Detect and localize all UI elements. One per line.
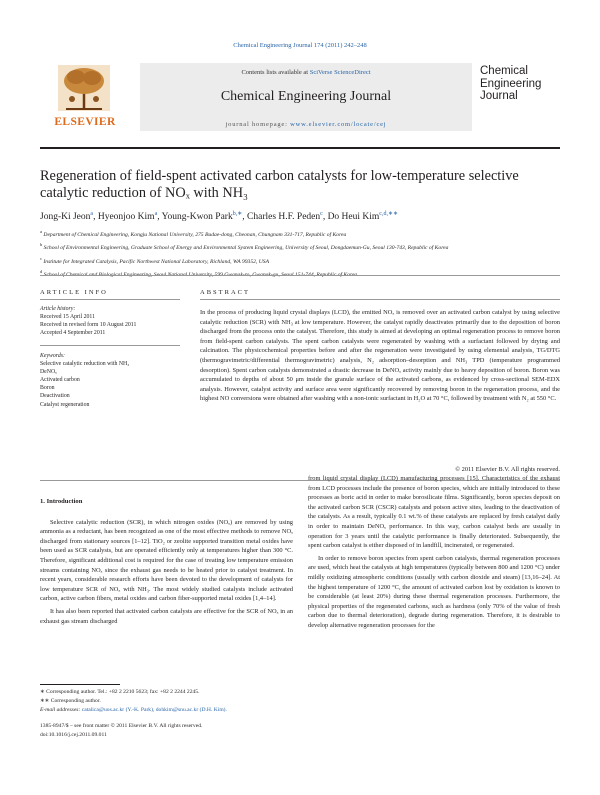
- cover-line-1: Chemical: [480, 65, 528, 77]
- affiliation-list: [40, 227, 560, 280]
- masthead-divider: [40, 147, 560, 149]
- keyword-item: Selective catalytic reduction with NH₃: [40, 361, 130, 368]
- keywords-heading: Keywords:: [40, 353, 65, 359]
- corresponding-author-note: ∗ Corresponding author. Tel.: +82 2 2210 5623; fax: +82 2 2244 2245.: [40, 689, 200, 695]
- keyword-item: Boron: [40, 385, 55, 392]
- doi-link[interactable]: doi:10.1016/j.cej.2011.09.011: [40, 732, 107, 738]
- contents-line: [140, 69, 472, 76]
- cover-line-3: Journal: [480, 90, 518, 102]
- affiliation-item: $^a$ Department of Chemical Engineering, Kongju National University, 275 Budae-dong, Cheonan, Chungnam 331-717, Republic of Korea: [40, 229, 347, 238]
- keyword-item: Catalyst regeneration: [40, 401, 90, 408]
- history-item: Received 15 April 2011: [40, 314, 96, 320]
- author-affil-marker[interactable]: c: [320, 211, 323, 217]
- homepage-link[interactable]: www.elsevier.com/locate/cej: [290, 121, 387, 128]
- footnote-rule: [40, 684, 120, 685]
- contents-prefix: Contents lists available at: [241, 69, 309, 76]
- journal-name: Chemical Engineering Journal: [220, 89, 392, 104]
- affiliation-item: $^b$ School of Environmental Engineering, Graduate School of Energy and Environmental System Engineering, University of Seoul, Dongdaemun-Gu, Seoul 130-743, Republic of Korea: [40, 242, 449, 252]
- author-name: Jong-Ki Jeon: [40, 212, 91, 223]
- affiliation-item: d: [40, 268, 43, 274]
- body-paragraph: It has also been reported that activated carbon catalysts are effective for the SCR of NOₓ in an exhaust gas stream discharged: [40, 607, 293, 625]
- article-info-rule: [40, 299, 180, 300]
- email-addresses: [40, 706, 293, 715]
- article-info-heading: ARTICLE INFO: [40, 289, 108, 296]
- history-heading: Article history:: [40, 306, 76, 312]
- keyword-item: DeNOₓ: [40, 369, 57, 376]
- history-item: Received in revised form 10 August 2011: [40, 322, 137, 328]
- author-name: Do Heui Kim: [327, 212, 380, 223]
- corresponding-author-note-2: ∗∗ Corresponding author.: [40, 698, 101, 704]
- history-item: Accepted 4 September 2011: [40, 330, 106, 336]
- homepage-prefix: journal homepage:: [225, 121, 288, 128]
- abstract-text: In the process of producing liquid crystal displays (LCD), the emitted NOₓ is removed over an activated carbon catalyst by using selective catalytic reduction (SCR) with NH₃ at low temperature. However, the catalyst rapidly deactivates primarily due to the deposition of boron discharged from the process onto the catalyst. Therefore, this study is aimed at developing an optimal regeneration process to remove boron from field-spent carbon catalysts. The spent carbon catalysts were regenerated by washing with a surfactant followed by drying and calcination. The physicochemical properties before and after the regeneration were investigated by using elemental analysis, TG/DTG (thermogravimetric/differential thermogravimetric) analysis, N₂ adsorption–desorption and NH₃ TPD (temperature programmed desorption). Spent carbon catalysts demonstrated a drastic decrease in DeNOₓ activity mainly due to heavy deposition of boron. Boron was accumulated to depths of about 50 μm inside the granule surface of the activated carbons, as evidenced by cross-sectional SEM-EDX analysis. However, catalyst activity and surface area were significantly recovered by removing boron in the regeneration process, and the highest NO conversions were obtained after washing with a non-ionic surfactant in H₂O at 70 °C, followed by treatment with N₂ at 550 °C.: [200, 309, 560, 403]
- article-history: [40, 305, 180, 337]
- abstract-rule: [200, 299, 560, 300]
- copyright-notice: © 2011 Elsevier B.V. All rights reserved.: [455, 466, 560, 473]
- masthead-banner: [140, 63, 472, 131]
- abstract-heading: ABSTRACT: [200, 289, 250, 296]
- issn-line: 1385-8947/$ – see front matter © 2011 Elsevier B.V. All rights reserved.: [40, 723, 203, 729]
- keywords-block: [40, 352, 180, 409]
- author-name: Hyeonjoo Kim: [97, 212, 155, 223]
- body-paragraph: from liquid crystal display (LCD) manufacturing processes [15]. Characteristics of the exhaust from LCD processes include the presence of boron species, which are initially introduced to these processes as boric acid in order to make borosilicate films. Significantly, boron species deposit on the activated carbon SCR (CSCR) catalysts and poison active sites, leading to the deactivation of the catalysts. As a result, typically 0.1 wt.% of these catalysts are replaced by fresh catalyst daily in order to maintain DeNOₓ performance. In this way, carbon catalyst beds are usually in operation for 3 years until the catalytic performance is finally deteriorated. Subsequently, the spent carbon catalyst is either disposed of in landfill, incinerated, or regenerated.: [308, 475, 560, 550]
- journal-cover-wordmark: [480, 65, 560, 131]
- elsevier-tree-icon: [58, 65, 110, 111]
- keyword-item: Activated carbon: [40, 377, 80, 384]
- email-links[interactable]: catalica@uos.ac.kr (Y.-K. Park), dohkim@snu.ac.kr (D.H. Kim).: [81, 707, 227, 713]
- affiliation-item: $^c$ Institute for Integrated Catalysis, Pacific Northwest National Laboratory, Richland, WA 99352, USA: [40, 255, 269, 265]
- cover-line-2: Engineering: [480, 77, 542, 90]
- author-affil-marker[interactable]: b,∗: [232, 211, 243, 217]
- author-list: Jong-Ki Jeon$^a$, Hyeonjoo Kim$^a$, Young-Kwon Park$^{b,∗}$, Charles H.F. Peden$^c$, Do Heui Kim$^{c,d,∗∗}$: [40, 211, 398, 223]
- body-paragraph: Selective catalytic reduction (SCR), in which nitrogen oxides (NOₓ) are removed by using ammonia as a reductant, has been recognized as one of the most effective methods to remove NOₓ discharged from stationary sources [1–12]. TiO₂ or zeolite supported transition metal oxides have been used as SCR catalysts, but are operated efficiently only at temperatures higher than 300 °C. Therefore, significant additional cost is required for the case of treating low temperature emission streams containing NOₓ since the exhaust gas needs to be heated prior to catalyst treatment. In recent years, considerable research efforts have been devoted to the development of catalysts for low temperature SCR of NOₓ with NH₃. The most widely studied catalysts include activated carbon, active carbon fibers, metal oxides and carbon fiber-supported metal oxides [1,4–14].: [40, 518, 293, 603]
- email-prefix: E-mail addresses:: [40, 707, 81, 713]
- body-paragraph: In order to remove boron species from spent carbon catalysts, thermal regeneration processes are used, which heat the catalysts at high temperatures (typically between 800 and 1200 °C) under mildly oxidizing atmospheric conditions (usually with carbon dioxide and steam) [13,16–24]. At the highest temperature of 1200 °C, the amount of activated carbon lost by oxidation is known to be considerable (at least 20%) during these thermal regeneration processes. Furthermore, the physical properties of the regenerated carbons, such as hardness (only 70% of the value of fresh carbon due to thermal deterioration), degrade during regeneration. Therefore, it is desirable to develop alternative regeneration processes for the: [308, 554, 560, 629]
- article-title: Regeneration of field-spent activated carbon catalysts for low-temperature selective catalytic reduction of NOₓ with NH₃: [40, 168, 519, 201]
- journal-masthead: [40, 63, 560, 140]
- elsevier-logo[interactable]: [40, 65, 130, 133]
- author-affil-marker[interactable]: a: [90, 211, 94, 217]
- sciencedirect-link[interactable]: SciVerse ScienceDirect: [309, 69, 371, 76]
- section-heading-introduction: 1. Introduction: [40, 498, 83, 505]
- journal-citation[interactable]: Chemical Engineering Journal 174 (2011) 242–248: [233, 42, 367, 49]
- keyword-item: Deactivation: [40, 393, 70, 400]
- elsevier-wordmark: ELSEVIER: [54, 116, 116, 128]
- author-name: Young-Kwon Park: [161, 212, 233, 223]
- history-divider: [40, 345, 180, 346]
- author-affil-marker[interactable]: a: [154, 211, 158, 217]
- author-name: Charles H.F. Peden: [247, 212, 321, 223]
- author-affil-marker[interactable]: c,d,∗∗: [379, 211, 398, 217]
- homepage-line: [140, 121, 472, 128]
- body-column-right: [308, 474, 560, 634]
- affiliation-divider: [40, 275, 560, 276]
- body-column-left: [40, 497, 293, 629]
